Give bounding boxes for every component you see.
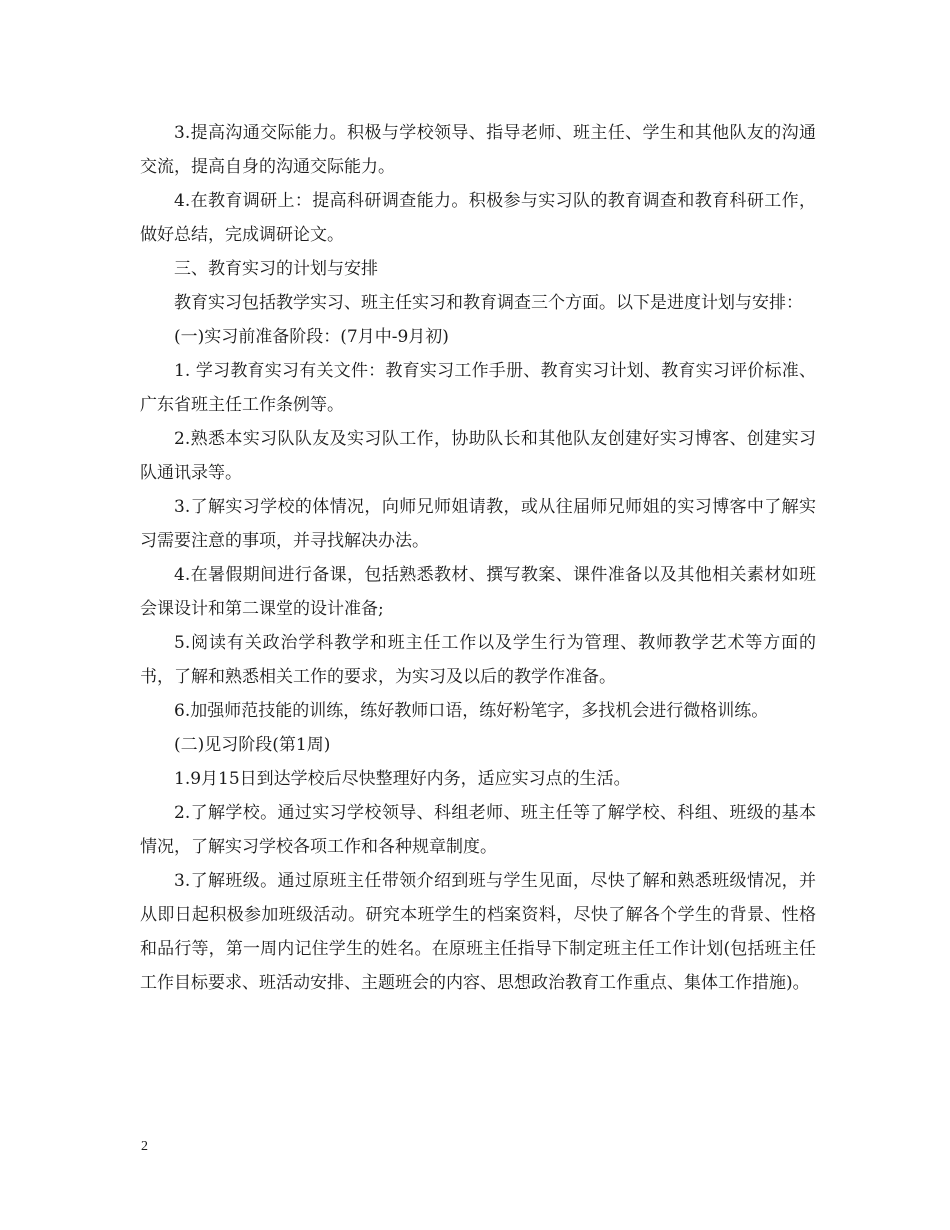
paragraph: 1. 学习教育实习有关文件：教育实习工作手册、教育实习计划、教育实习评价标准、广东省班主任工作条例等。 — [140, 361, 816, 415]
paragraph: 3.了解班级。通过原班主任带领介绍到班与学生见面，尽快了解和熟悉班级情况，并从即日起积极参加班级活动。研究本班学生的档案资料，尽快了解各个学生的背景、性格和品行等，第一周内记住学生的姓名。在原班主任指导下制定班主任工作计划(包括班主任工作目标要求、班活动安排、主题班会的内容、思想政治教育工作重点、集体工作措施)。 — [140, 871, 816, 993]
subsection-heading: (二)见习阶段(第1周) — [174, 735, 331, 755]
paragraph: 2.了解学校。通过实习学校领导、科组老师、班主任等了解学校、科组、班级的基本情况，了解实习学校各项工作和各种规章制度。 — [140, 803, 816, 857]
paragraph: 1.9月15日到达学校后尽快整理好内务，适应实习点的生活。 — [174, 769, 631, 789]
paragraph: 3.提高沟通交际能力。积极与学校领导、指导老师、班主任、学生和其他队友的沟通交流，提高自身的沟通交际能力。 — [140, 123, 816, 177]
paragraph: 2.熟悉本实习队队友及实习队工作，协助队长和其他队友创建好实习博客、创建实习队通讯录等。 — [140, 429, 816, 483]
subsection-heading: (一)实习前准备阶段：(7月中-9月初) — [174, 327, 449, 347]
page-number: 2 — [141, 1139, 148, 1154]
section-heading: 三、教育实习的计划与安排 — [174, 259, 378, 279]
paragraph: 教育实习包括教学实习、班主任实习和教育调查三个方面。以下是进度计划与安排： — [174, 293, 803, 313]
paragraph: 3.了解实习学校的体情况，向师兄师姐请教，或从往届师兄师姐的实习博客中了解实习需要注意的事项，并寻找解决办法。 — [140, 497, 816, 551]
paragraph: 4.在暑假期间进行备课，包括熟悉教材、撰写教案、课件准备以及其他相关素材如班会课设计和第二课堂的设计准备; — [140, 565, 816, 619]
paragraph: 6.加强师范技能的训练，练好教师口语，练好粉笔字，多找机会进行微格训练。 — [174, 701, 769, 721]
page-body — [140, 116, 816, 1000]
paragraph: 4.在教育调研上：提高科研调查能力。积极参与实习队的教育调查和教育科研工作，做好总结，完成调研论文。 — [140, 191, 816, 245]
paragraph: 5.阅读有关政治学科教学和班主任工作以及学生行为管理、教师教学艺术等方面的书，了解和熟悉相关工作的要求，为实习及以后的教学作准备。 — [140, 633, 816, 687]
